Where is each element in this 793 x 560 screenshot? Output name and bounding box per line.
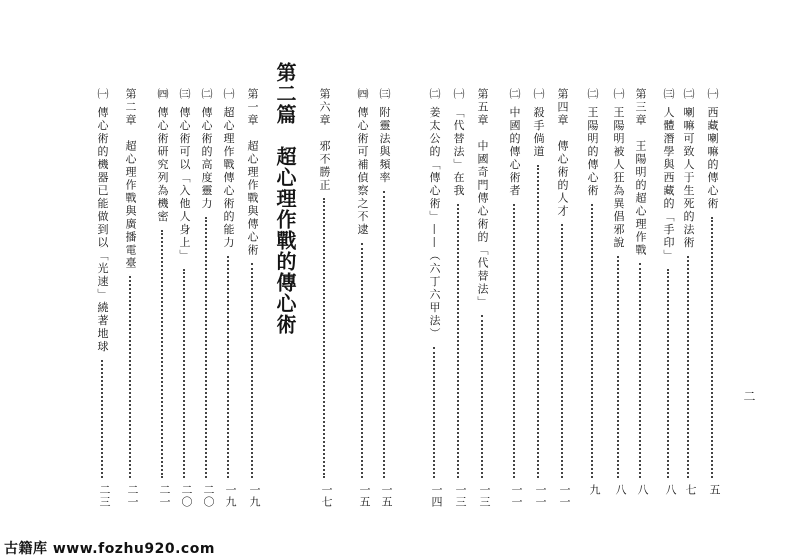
toc-entry-title: 第一章 超心理作戰與傳心術 xyxy=(246,88,259,257)
leader-dots xyxy=(457,204,459,479)
leader-dots xyxy=(101,360,103,479)
toc-page-number: 八 xyxy=(664,484,677,496)
toc-entry xyxy=(356,88,369,237)
toc-page-number: 七 xyxy=(684,484,697,496)
toc-entry-title: ㈡ 喇嘛可致人于生死的法術 xyxy=(682,88,695,250)
leader-dots xyxy=(205,217,207,479)
toc-entry xyxy=(556,88,569,218)
toc-page-number: 八 xyxy=(614,484,627,496)
toc-entry xyxy=(318,88,331,192)
toc-entry xyxy=(662,88,675,263)
leader-dots xyxy=(361,243,363,479)
toc-entry xyxy=(246,88,259,257)
leader-dots xyxy=(513,204,515,479)
leader-dots xyxy=(129,276,131,478)
toc-entry xyxy=(96,88,109,354)
toc-page-number: 一九 xyxy=(224,484,237,508)
part-heading xyxy=(274,62,296,335)
toc-entry-title: ㈠ 超心理作戰傳心術的能力 xyxy=(222,88,235,250)
toc-page-number: 一三 xyxy=(454,484,467,508)
toc-page-number: 一九 xyxy=(248,484,261,508)
leader-dots xyxy=(561,224,563,478)
leader-dots xyxy=(183,269,185,479)
toc-entry-title: ㈢ 附靈法與頻率 xyxy=(378,88,391,185)
toc-entry xyxy=(682,88,695,250)
toc-entry-title: ㈡ 中國的傳心術者 xyxy=(508,88,521,198)
leader-dots xyxy=(227,256,229,479)
toc-entry xyxy=(634,88,647,257)
toc-entry-title: ㈠ 傳心術的機器已能做到以「光速」繞著地球 xyxy=(96,88,109,354)
leader-dots xyxy=(639,263,641,478)
leader-dots xyxy=(667,269,669,479)
toc-entry xyxy=(452,88,465,198)
toc-entry-title: 第四章 傳心術的人才 xyxy=(556,88,569,218)
toc-entry-title: 第三章 王陽明的超心理作戰 xyxy=(634,88,647,257)
toc-entry-title: 第二篇 超心理作戰的傳心術 xyxy=(273,62,297,335)
leader-dots xyxy=(591,204,593,479)
toc-entry xyxy=(532,88,545,159)
leader-dots xyxy=(251,263,253,478)
toc-page-number: 一一 xyxy=(510,484,523,508)
toc-page-number: 九 xyxy=(588,484,601,496)
leader-dots xyxy=(711,217,713,479)
toc-page-number: 一三 xyxy=(478,484,491,508)
leader-dots xyxy=(161,230,163,479)
toc-entry xyxy=(586,88,599,198)
toc-entry xyxy=(378,88,391,185)
toc-page-number: 一七 xyxy=(320,484,333,508)
leader-dots xyxy=(687,256,689,479)
toc-page-number: 一五 xyxy=(358,484,371,508)
toc-page-number: 二〇 xyxy=(180,484,193,508)
toc-page-number: 二一 xyxy=(158,484,171,508)
watermark: 古籍库 www.fozhu920.com xyxy=(4,541,215,557)
toc-entry-title: ㈡ 姜太公的「傳心術」——（六丁六甲法） xyxy=(428,88,441,341)
toc-entry xyxy=(706,88,719,211)
toc-entry-title: ㈠ 「代替法」在我 xyxy=(452,88,465,198)
page-number: 二 xyxy=(742,390,756,402)
toc-page-number: 一四 xyxy=(430,484,443,508)
toc-entry-title: 第六章 邪不勝正 xyxy=(318,88,331,192)
toc-page-number: 一一 xyxy=(534,484,547,508)
toc-entry-title: 第二章 超心理作戰與廣播電臺 xyxy=(124,88,137,270)
leader-dots xyxy=(383,191,385,479)
toc-page-number: 二一 xyxy=(126,484,139,508)
toc-page-number: 一五 xyxy=(380,484,393,508)
toc-entry xyxy=(124,88,137,270)
toc-entry xyxy=(476,88,489,309)
leader-dots xyxy=(537,165,539,479)
toc-entry-title: ㈡ 傳心術的高度靈力 xyxy=(200,88,213,211)
toc-entry-title: ㈣ 傳心術可補偵察之不逮 xyxy=(356,88,369,237)
toc-entry xyxy=(428,88,441,341)
toc-entry-title: ㈠ 殺手倘道 xyxy=(532,88,545,159)
toc-entry xyxy=(200,88,213,211)
toc-entry-title: ㈢ 傳心術可以「入他人身上」 xyxy=(178,88,191,263)
toc-entry-title: ㈣ 傳心術研究列為機密 xyxy=(156,88,169,224)
toc-page-number: 二〇 xyxy=(202,484,215,508)
toc-entry xyxy=(178,88,191,263)
leader-dots xyxy=(481,315,483,478)
toc-entry xyxy=(222,88,235,250)
leader-dots xyxy=(617,256,619,479)
toc-page-number: 一一 xyxy=(558,484,571,508)
toc-page-number: 二三 xyxy=(98,484,111,508)
toc-page-number: 八 xyxy=(636,484,649,496)
toc-entry-title: ㈡ 王陽明的傳心術 xyxy=(586,88,599,198)
toc-entry xyxy=(508,88,521,198)
leader-dots xyxy=(433,347,435,479)
toc-entry-title: ㈠ 西藏喇嘛的傳心術 xyxy=(706,88,719,211)
toc-entry xyxy=(156,88,169,224)
toc-entry-title: ㈢ 人體潛學與西藏的「手印」 xyxy=(662,88,675,263)
toc-entry xyxy=(612,88,625,250)
toc-page-number: 五 xyxy=(708,484,721,496)
toc-entry-title: 第五章 中國奇門傳心術的「代替法」 xyxy=(476,88,489,309)
leader-dots xyxy=(323,198,325,478)
toc-entry-title: ㈠ 王陽明被人狂為異倡邪說 xyxy=(612,88,625,250)
